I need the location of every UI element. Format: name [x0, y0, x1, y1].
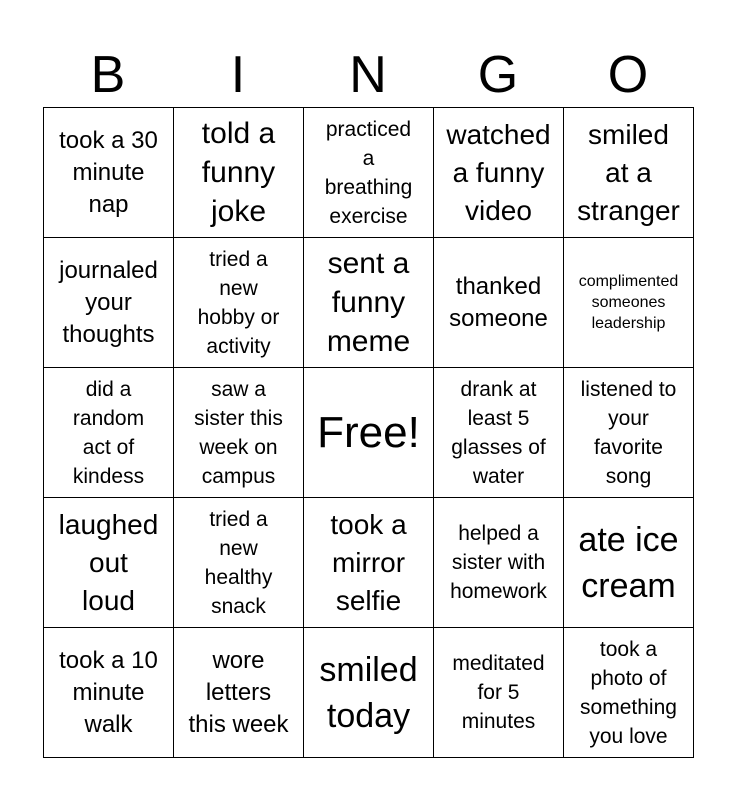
bingo-cell-r3c2[interactable]: saw a sister this week on campus: [174, 368, 304, 498]
bingo-cell-r5c3[interactable]: smiled today: [304, 628, 434, 758]
bingo-cell-r5c4[interactable]: meditated for 5 minutes: [434, 628, 564, 758]
header-letter-g: G: [477, 46, 519, 104]
bingo-cell-r1c1[interactable]: took a 30 minute nap: [44, 108, 174, 238]
bingo-cell-r3c1[interactable]: did a random act of kindess: [44, 368, 174, 498]
bingo-cell-r1c3[interactable]: practiced a breathing exercise: [304, 108, 434, 238]
bingo-cell-r5c2[interactable]: wore letters this week: [174, 628, 304, 758]
bingo-cell-r4c5[interactable]: ate ice cream: [564, 498, 694, 628]
bingo-cell-r2c3[interactable]: sent a funny meme: [304, 238, 434, 368]
bingo-cell-r4c3[interactable]: took a mirror selfie: [304, 498, 434, 628]
bingo-cell-r3c5[interactable]: listened to your favorite song: [564, 368, 694, 498]
bingo-cell-r2c5[interactable]: complimented someones leadership: [564, 238, 694, 368]
free-space-cell[interactable]: Free!: [304, 368, 434, 498]
bingo-cell-r1c2[interactable]: told a funny joke: [174, 108, 304, 238]
header-letter-b: B: [90, 46, 126, 104]
bingo-cell-r4c4[interactable]: helped a sister with homework: [434, 498, 564, 628]
bingo-cell-r5c5[interactable]: took a photo of something you love: [564, 628, 694, 758]
bingo-board: [43, 107, 694, 758]
bingo-cell-r1c4[interactable]: watched a funny video: [434, 108, 564, 238]
bingo-cell-r2c4[interactable]: thanked someone: [434, 238, 564, 368]
bingo-cell-r5c1[interactable]: took a 10 minute walk: [44, 628, 174, 758]
header-letter-n: N: [349, 46, 387, 104]
bingo-cell-r4c2[interactable]: tried a new healthy snack: [174, 498, 304, 628]
bingo-cell-r2c1[interactable]: journaled your thoughts: [44, 238, 174, 368]
header-letter-o: O: [607, 46, 649, 104]
bingo-cell-r1c5[interactable]: smiled at a stranger: [564, 108, 694, 238]
bingo-cell-r3c4[interactable]: drank at least 5 glasses of water: [434, 368, 564, 498]
bingo-cell-r2c2[interactable]: tried a new hobby or activity: [174, 238, 304, 368]
header-letter-i: I: [230, 46, 246, 104]
bingo-header: [43, 44, 693, 106]
bingo-cell-r4c1[interactable]: laughed out loud: [44, 498, 174, 628]
